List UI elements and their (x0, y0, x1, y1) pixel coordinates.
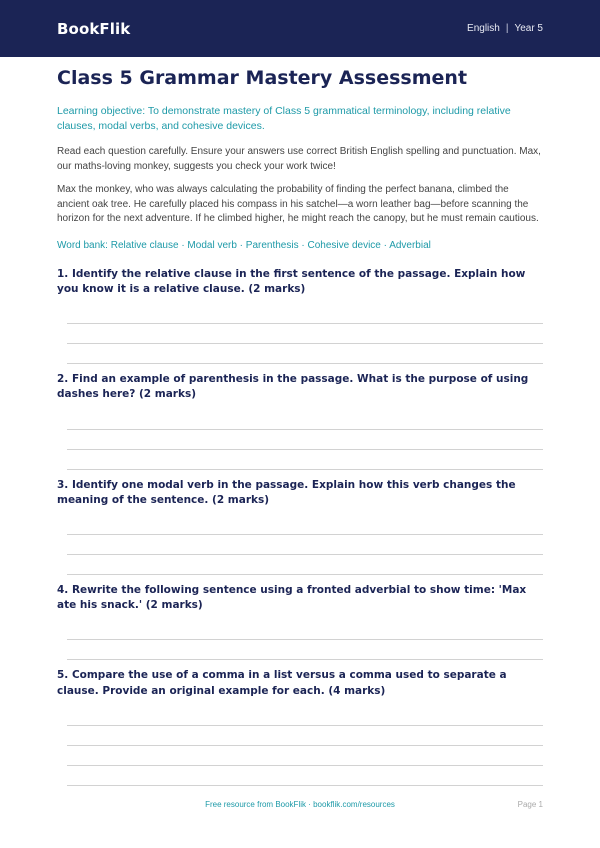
page-number: Page 1 (517, 800, 543, 809)
answer-line[interactable] (67, 323, 543, 324)
page-title: Class 5 Grammar Mastery Assessment (57, 67, 468, 89)
question-text: 4. Rewrite the following sentence using a fronted adverbial to show time: 'Max ate his snack.' (2 marks) (57, 584, 527, 612)
answer-lines[interactable] (57, 725, 543, 786)
answer-line[interactable] (67, 363, 543, 364)
question-4 (57, 583, 543, 660)
answer-lines[interactable] (57, 429, 543, 470)
answer-line[interactable] (67, 659, 543, 660)
answer-line[interactable] (67, 554, 543, 555)
brand-logo[interactable]: BookFlik (57, 19, 131, 38)
answer-line[interactable] (67, 469, 543, 470)
answer-line[interactable] (67, 785, 543, 786)
answer-line[interactable] (67, 745, 543, 746)
question-3 (57, 478, 543, 575)
answer-line[interactable] (67, 725, 543, 726)
instructions: Read each question carefully. Ensure your answers use correct British English spelling and punctuation. Max, our maths-loving monkey, suggests you check your work twice! (57, 146, 541, 172)
question-text: 5. Compare the use of a comma in a list versus a comma used to separate a clause. Provide an original example for each. (4 marks) (57, 669, 507, 697)
answer-lines[interactable] (57, 639, 543, 660)
header-meta (467, 23, 543, 34)
header-separator: | (505, 23, 509, 34)
answer-lines[interactable] (57, 323, 543, 364)
answer-line[interactable] (67, 765, 543, 766)
question-text: 1. Identify the relative clause in the first sentence of the passage. Explain how you know it is a relative clause. (2 marks) (57, 267, 526, 295)
answer-line[interactable] (67, 429, 543, 430)
question-1 (57, 267, 543, 364)
question-list (57, 267, 543, 786)
page-footer (0, 800, 600, 814)
resource-link[interactable]: Free resource from BookFlik · bookflik.com/resources (205, 800, 395, 809)
answer-line[interactable] (67, 574, 543, 575)
learning-objective: Learning objective: To demonstrate mastery of Class 5 grammatical terminology, including relative clauses, modal verbs, and cohesive devices. (57, 104, 511, 133)
question-text: 3. Identify one modal verb in the passage. Explain how this verb changes the meaning of the sentence. (2 marks) (57, 478, 516, 506)
answer-lines[interactable] (57, 534, 543, 575)
page-header (0, 0, 600, 57)
worksheet-content (0, 67, 600, 786)
year-label: Year 5 (514, 23, 543, 34)
answer-line[interactable] (67, 449, 543, 450)
answer-line[interactable] (67, 343, 543, 344)
question-2 (57, 372, 543, 469)
question-5 (57, 668, 543, 785)
word-bank: Word bank: Relative clause · Modal verb · Parenthesis · Cohesive device · Adverbial (57, 239, 431, 251)
reading-passage: Max the monkey, who was always calculating the probability of finding the perfect banana, climbed the ancient oak tree. He carefully placed his compass in his satchel—a worn leather bag—before scanning the horizon for the next adventure. If he climbed higher, he might reach the canopy, but he must remain cautious. (57, 184, 539, 225)
question-text: 2. Find an example of parenthesis in the passage. What is the purpose of using dashes here? (2 marks) (57, 373, 529, 401)
answer-line[interactable] (67, 639, 543, 640)
subject-label: English (467, 23, 500, 34)
answer-line[interactable] (67, 534, 543, 535)
